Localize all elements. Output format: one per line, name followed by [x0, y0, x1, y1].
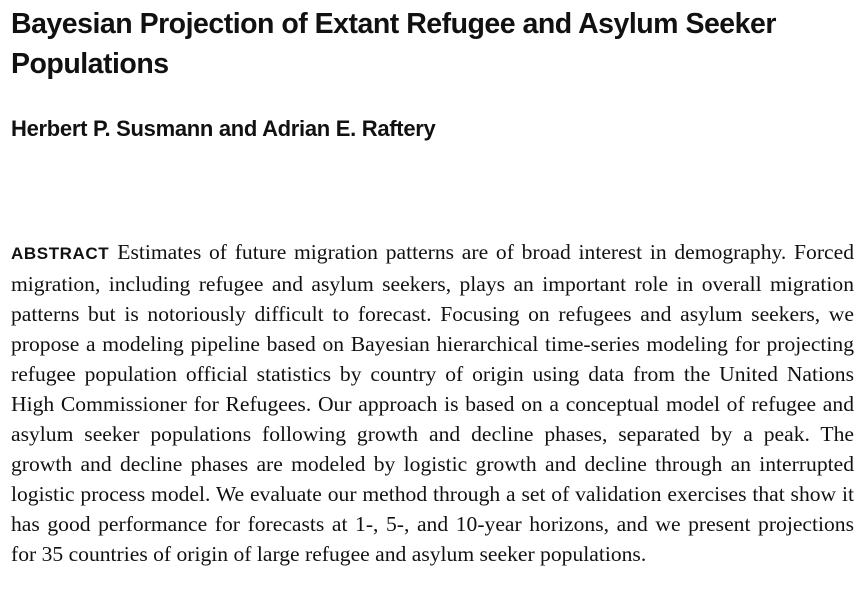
abstract-text: Estimates of future migration patterns are of broad interest in demography. Forced migration, including refugee and asylum seekers, plays an important role in overall migration patterns but is notoriously difficult to forecast. Focusing on refugees and asylum seekers, we propose a modeling pipeline based on Bayesian hierarchical time-series modeling for projecting refugee population official statistics by country of origin using data from the United Nations High Commissioner for Refugees. Our approach is based on a conceptual model of refugee and asylum seeker populations following growth and decline phases, separated by a peak. The growth and decline phases are modeled by logistic growth and decline through an interrupted logistic process model. We evaluate our method through a set of validation exercises that show it has good performance for forecasts at 1-, 5-, and 10-year horizons, and we present projections for 35 countries of origin of large refugee and asylum seeker populations. [11, 240, 854, 566]
abstract-label: ABSTRACT [11, 244, 110, 263]
paper-title: Bayesian Projection of Extant Refugee and Asylum Seeker Populations [11, 8, 776, 80]
paper-authors: Herbert P. Susmann and Adrian E. Raftery [11, 116, 436, 141]
abstract [11, 237, 854, 569]
